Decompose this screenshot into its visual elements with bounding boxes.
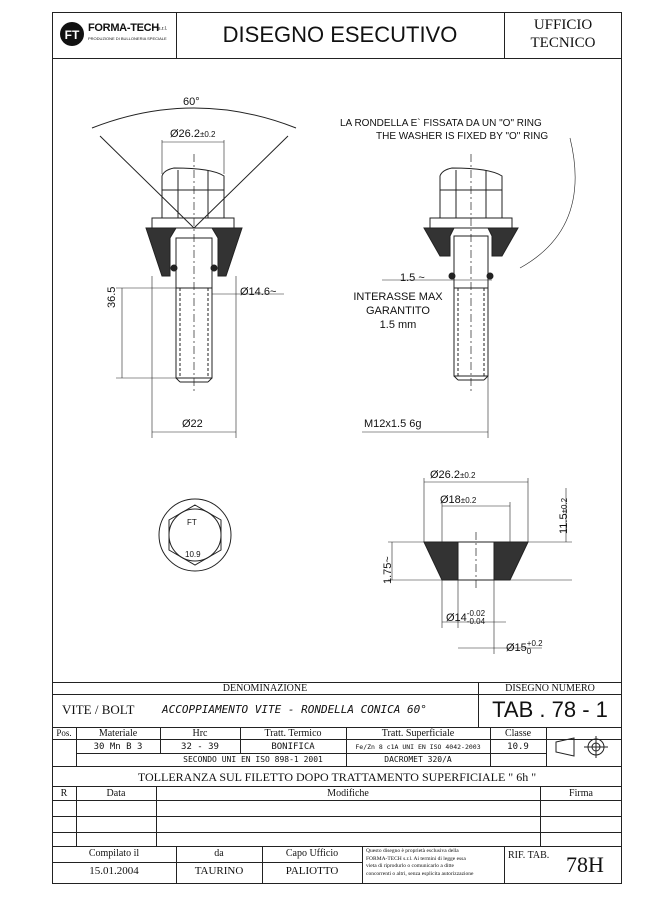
washer-bore <box>446 610 485 626</box>
bolt-section-view <box>362 138 575 438</box>
title-block-line-7 <box>52 800 622 801</box>
shank-diameter-label: Ø14.6~ <box>240 286 277 298</box>
angle-label: 60° <box>183 96 200 108</box>
washer-hole-tol-up: +0.2 <box>526 639 543 648</box>
termico-value: BONIFICA <box>271 742 315 752</box>
washer-mid-dia-tol: ±0.2 <box>460 496 477 505</box>
length-label: 36.5 <box>106 286 118 308</box>
washer-height-value: 11.5 <box>558 513 570 534</box>
legal-line-2: FORMA-TECH s.r.l. Ai termini di legge essa <box>366 855 466 862</box>
projection-symbol-icon <box>552 734 614 760</box>
rev-col-firma: Firma <box>569 788 593 799</box>
washer-outer-dia-tol: ±0.2 <box>459 471 476 480</box>
washer-bore-tol-up: -0.02 <box>466 609 486 618</box>
title-block-line-11 <box>52 862 362 863</box>
washer-bore-tol-low: -0.04 <box>466 617 486 626</box>
washer-hole-value: Ø15 <box>506 641 527 654</box>
washer-mid-dia-value: Ø18 <box>440 494 461 506</box>
rev-col-data: Data <box>106 788 126 799</box>
office-label <box>504 16 622 52</box>
head-mark-top: FT <box>187 518 197 527</box>
rev-col-modifiche: Modifiche <box>327 788 369 799</box>
col-pos: Pos. <box>56 728 72 738</box>
tb-sep-capo <box>362 846 363 884</box>
note-italian: LA RONDELLA E` FISSATA DA UN "O" RING <box>340 118 542 129</box>
disegno-numero-label: DISEGNO NUMERO <box>505 683 595 694</box>
washer-outer-dia <box>430 469 475 481</box>
tolerance-note: TOLLERANZA SUL FILETTO DOPO TRATTAMENTO SUPERFICIALE " 6h " <box>137 770 537 784</box>
standard-value: SECONDO UNI EN ISO 898-1 2001 <box>183 755 323 764</box>
bolt-head-top-view <box>159 499 231 571</box>
company-tagline: PRODUZIONE DI BULLONERIA SPECIALE <box>88 36 167 41</box>
head-diameter-tol: ±0.2 <box>199 130 216 139</box>
title-block-line-9 <box>52 832 622 833</box>
rif-value: 78H <box>566 852 604 877</box>
washer-mid-dia <box>440 494 476 506</box>
col-termico: Tratt. Termico <box>264 728 322 739</box>
office-line-2: TECNICO <box>530 35 596 51</box>
washer-height-tol: ±0.2 <box>560 497 569 514</box>
title-block-line-6 <box>52 786 622 787</box>
da-value: TAURINO <box>194 865 244 877</box>
title-block-line-4 <box>76 753 546 754</box>
head-mark-bottom: 10.9 <box>185 550 201 559</box>
play-note <box>342 290 454 332</box>
legal-line-3: vieta di riprodurlo o comunicarlo a ditte <box>366 863 454 869</box>
capo-label: Capo Ufficio <box>285 848 339 859</box>
washer-detail-view <box>388 478 572 654</box>
hrc-value: 32 - 39 <box>181 742 219 752</box>
note-english: THE WASHER IS FIXED BY "O" RING <box>376 131 549 142</box>
col-classe: Classe <box>504 728 532 739</box>
washer-height <box>558 498 570 534</box>
tb-sep-classe <box>546 727 547 766</box>
denominazione-value: ACCOPPIAMENTO VITE - RONDELLA CONICA 60° <box>162 703 427 716</box>
title-block-line-10 <box>52 846 622 847</box>
title-block-line-1 <box>52 694 622 695</box>
col-hrc: Hrc <box>192 728 208 739</box>
dacromet-value: DACROMET 320/A <box>384 755 452 764</box>
denominazione-label: DENOMINAZIONE <box>222 683 308 694</box>
company-name: FORMA-TECH <box>88 22 159 34</box>
title-block-line-8 <box>52 816 622 817</box>
rif-label: RIF. TAB. <box>508 850 550 861</box>
legal-line-4: concorrenti o altri, senza esplicita autorizzazione <box>366 870 474 877</box>
materiale-value: 30 Mn B 3 <box>93 742 143 752</box>
company-suffix: s.r.l. <box>158 26 168 32</box>
rev-col-r: R <box>60 788 68 799</box>
page-title: DISEGNO ESECUTIVO <box>222 22 458 47</box>
washer-bore-tol <box>467 610 485 626</box>
bolt-side-view <box>92 108 296 438</box>
play-note-line-3: 1.5 mm <box>379 319 417 331</box>
washer-outer-dia-value: Ø26.2 <box>430 469 460 481</box>
head-diameter-label <box>170 128 215 140</box>
col-superficiale: Tratt. Superficiale <box>381 728 455 739</box>
drawing-number: TAB . 78 - 1 <box>492 697 608 722</box>
compilato-value: 15.01.2004 <box>89 865 139 877</box>
thread-label: M12x1.5 6g <box>364 418 422 430</box>
da-label: da <box>214 848 224 859</box>
compilato-label: Compilato il <box>88 848 140 859</box>
play-note-line-1: INTERASSE MAX <box>353 291 443 303</box>
play-note-line-2: GARANTITO <box>366 305 430 317</box>
svg-text:FT: FT <box>64 28 80 42</box>
washer-thickness: 1.75~ <box>382 556 394 584</box>
tb-sep-legal <box>504 846 505 884</box>
washer-hole-tol-low: 0 <box>526 647 532 656</box>
washer-diameter-label: Ø22 <box>182 418 203 430</box>
capo-value: PALIOTTO <box>285 865 339 877</box>
washer-bore-value: Ø14 <box>446 611 467 624</box>
technical-drawing <box>52 58 622 680</box>
company-logo <box>58 18 173 52</box>
head-diameter-value: Ø26.2 <box>170 128 200 140</box>
title-block-line-3 <box>52 739 622 740</box>
superficiale-value: Fe/Zn 8 c1A UNI EN ISO 4042-2003 <box>355 743 481 751</box>
col-materiale: Materiale <box>98 728 138 739</box>
washer-hole-tol <box>527 640 543 656</box>
legal-notice <box>366 848 502 878</box>
denominazione-prefix: VITE / BOLT <box>62 702 135 717</box>
play-label: 1.5 ~ <box>400 272 425 284</box>
title-block-line-5 <box>52 766 622 767</box>
washer-hole <box>506 640 543 656</box>
office-line-1: UFFICIO <box>533 17 593 33</box>
classe-value: 10.9 <box>507 742 529 752</box>
legal-line-1: Questo disegno è proprietà esclusiva della <box>366 848 459 854</box>
